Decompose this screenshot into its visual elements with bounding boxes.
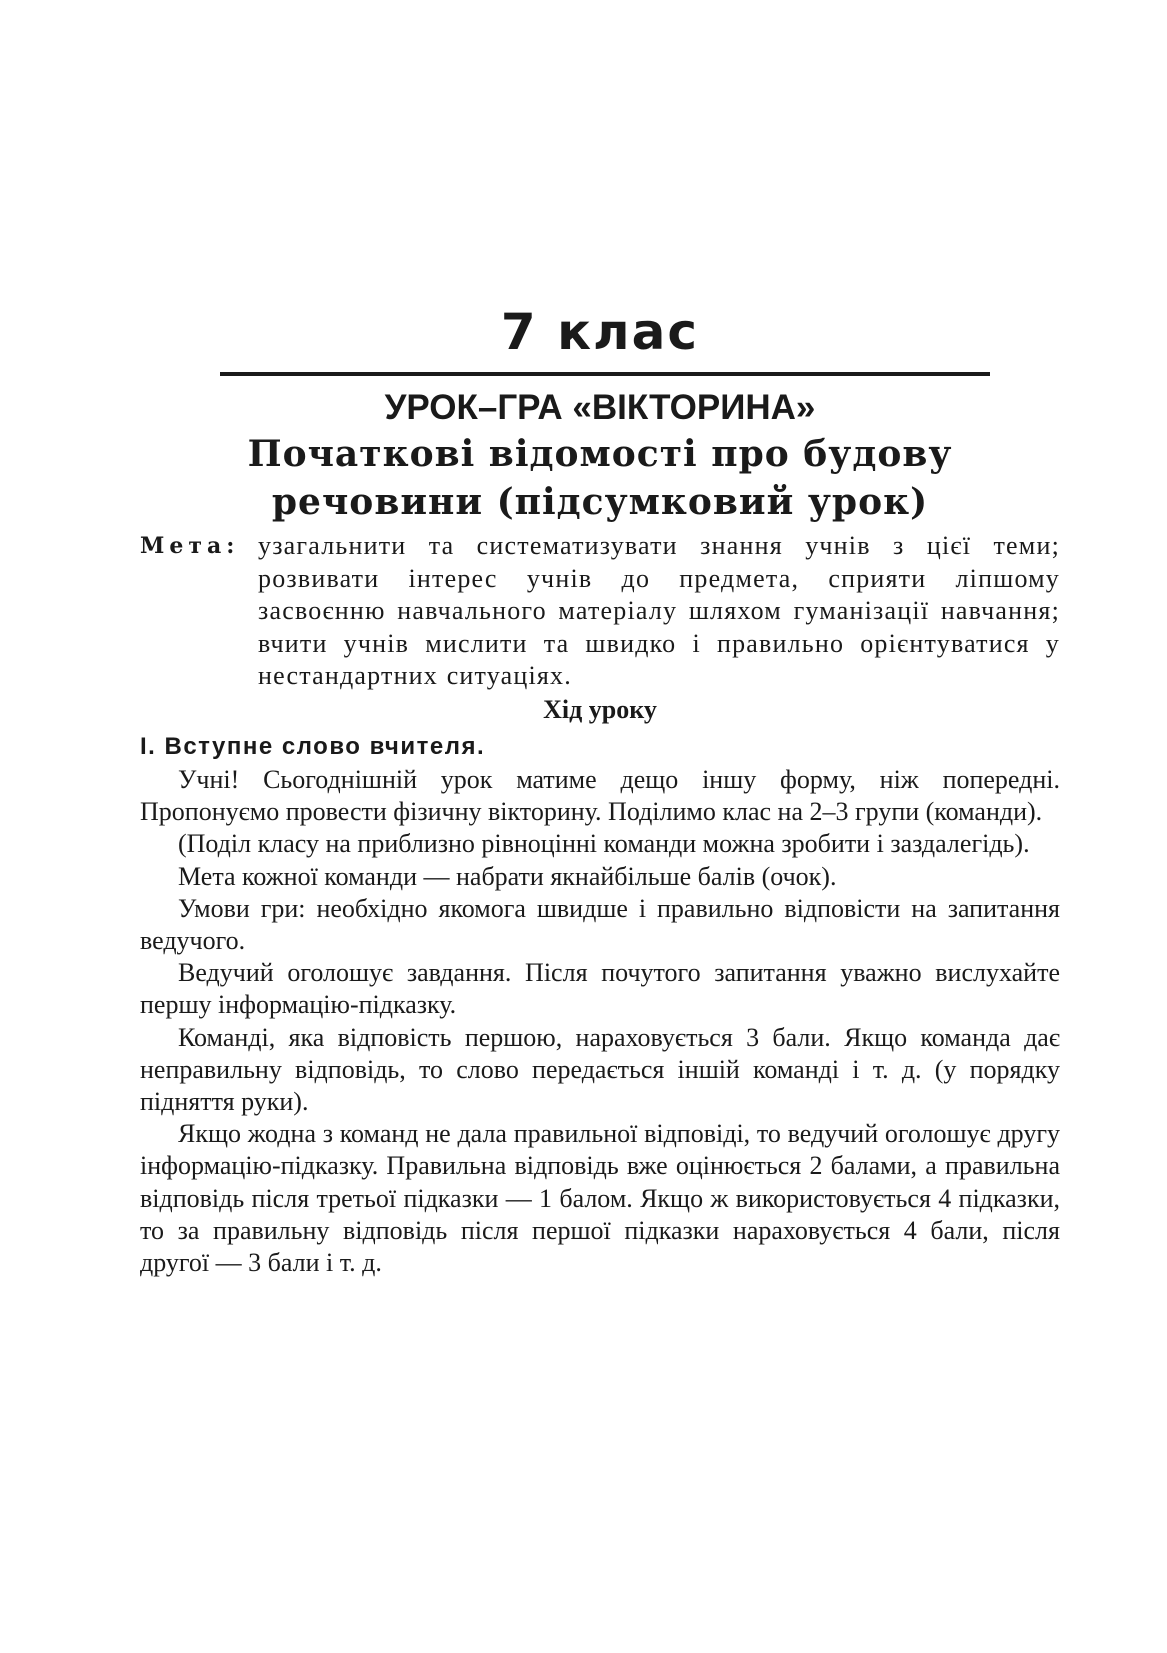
lesson-type-heading: УРОК–ГРА «ВІКТОРИНА» bbox=[384, 388, 816, 427]
goal-text: узагальнити та систематизувати знання учнів з цієї теми; розвивати інтерес учнів до предмета, сприяти ліпшому засвоєнню навчального матеріалу шляхом гуманізації навчання; вчити учнів мислити та швидко і правильно орієнтуватися у нестандартних ситуаціях. bbox=[258, 531, 1060, 690]
section-heading: I. Вступне слово вчителя. bbox=[140, 733, 486, 760]
paragraph: (Поділ класу на приблизно рівноцінні команди можна зробити і заздалегідь). bbox=[178, 829, 1030, 859]
lesson-title bbox=[140, 430, 1060, 526]
paragraph: Учні! Сьогоднішній урок матиме дещо іншу форму, ніж попередні. Пропонуємо провести фізичну вікторину. Поділимо клас на 2–3 групи (команди). bbox=[140, 765, 1060, 827]
paragraph: Мета кожної команди — набрати якнайбільше балів (очок). bbox=[178, 861, 837, 891]
lesson-progress-heading: Хід уроку bbox=[543, 695, 657, 724]
paragraph: Ведучий оголошує завдання. Після почутого запитання уважно вислухайте першу інформацію-підказку. bbox=[140, 958, 1060, 1020]
paragraph: Команді, яка відповість першою, нараховується 3 бали. Якщо команда дає неправильну відповідь, то слово передається іншій команді і т. д. (у порядку підняття руки). bbox=[140, 1022, 1060, 1117]
grade-title: 7 клас bbox=[500, 303, 700, 361]
lesson-title-line-2: речовини (підсумковий урок) bbox=[271, 481, 929, 523]
title-divider bbox=[220, 372, 990, 376]
paragraph: Якщо жодна з команд не дала правильної відповіді, то ведучий оголошує другу інформацію-підказку. Правильна відповідь вже оцінюється 2 балами, а правильна відповідь після третьої підказки — 1 балом. Якщо ж використовується 4 підказки, то за правильну відповідь після першої підказки нараховується 4 бали, після другої — 3 бали і т. д. bbox=[140, 1119, 1060, 1278]
goal-label: Мета: bbox=[140, 533, 240, 559]
lesson-title-line-1: Початкові відомості про будову bbox=[247, 433, 953, 475]
paragraph: Умови гри: необхідно якомога швидше і правильно відповісти на запитання ведучого. bbox=[140, 893, 1060, 956]
section-body bbox=[140, 764, 1060, 1279]
